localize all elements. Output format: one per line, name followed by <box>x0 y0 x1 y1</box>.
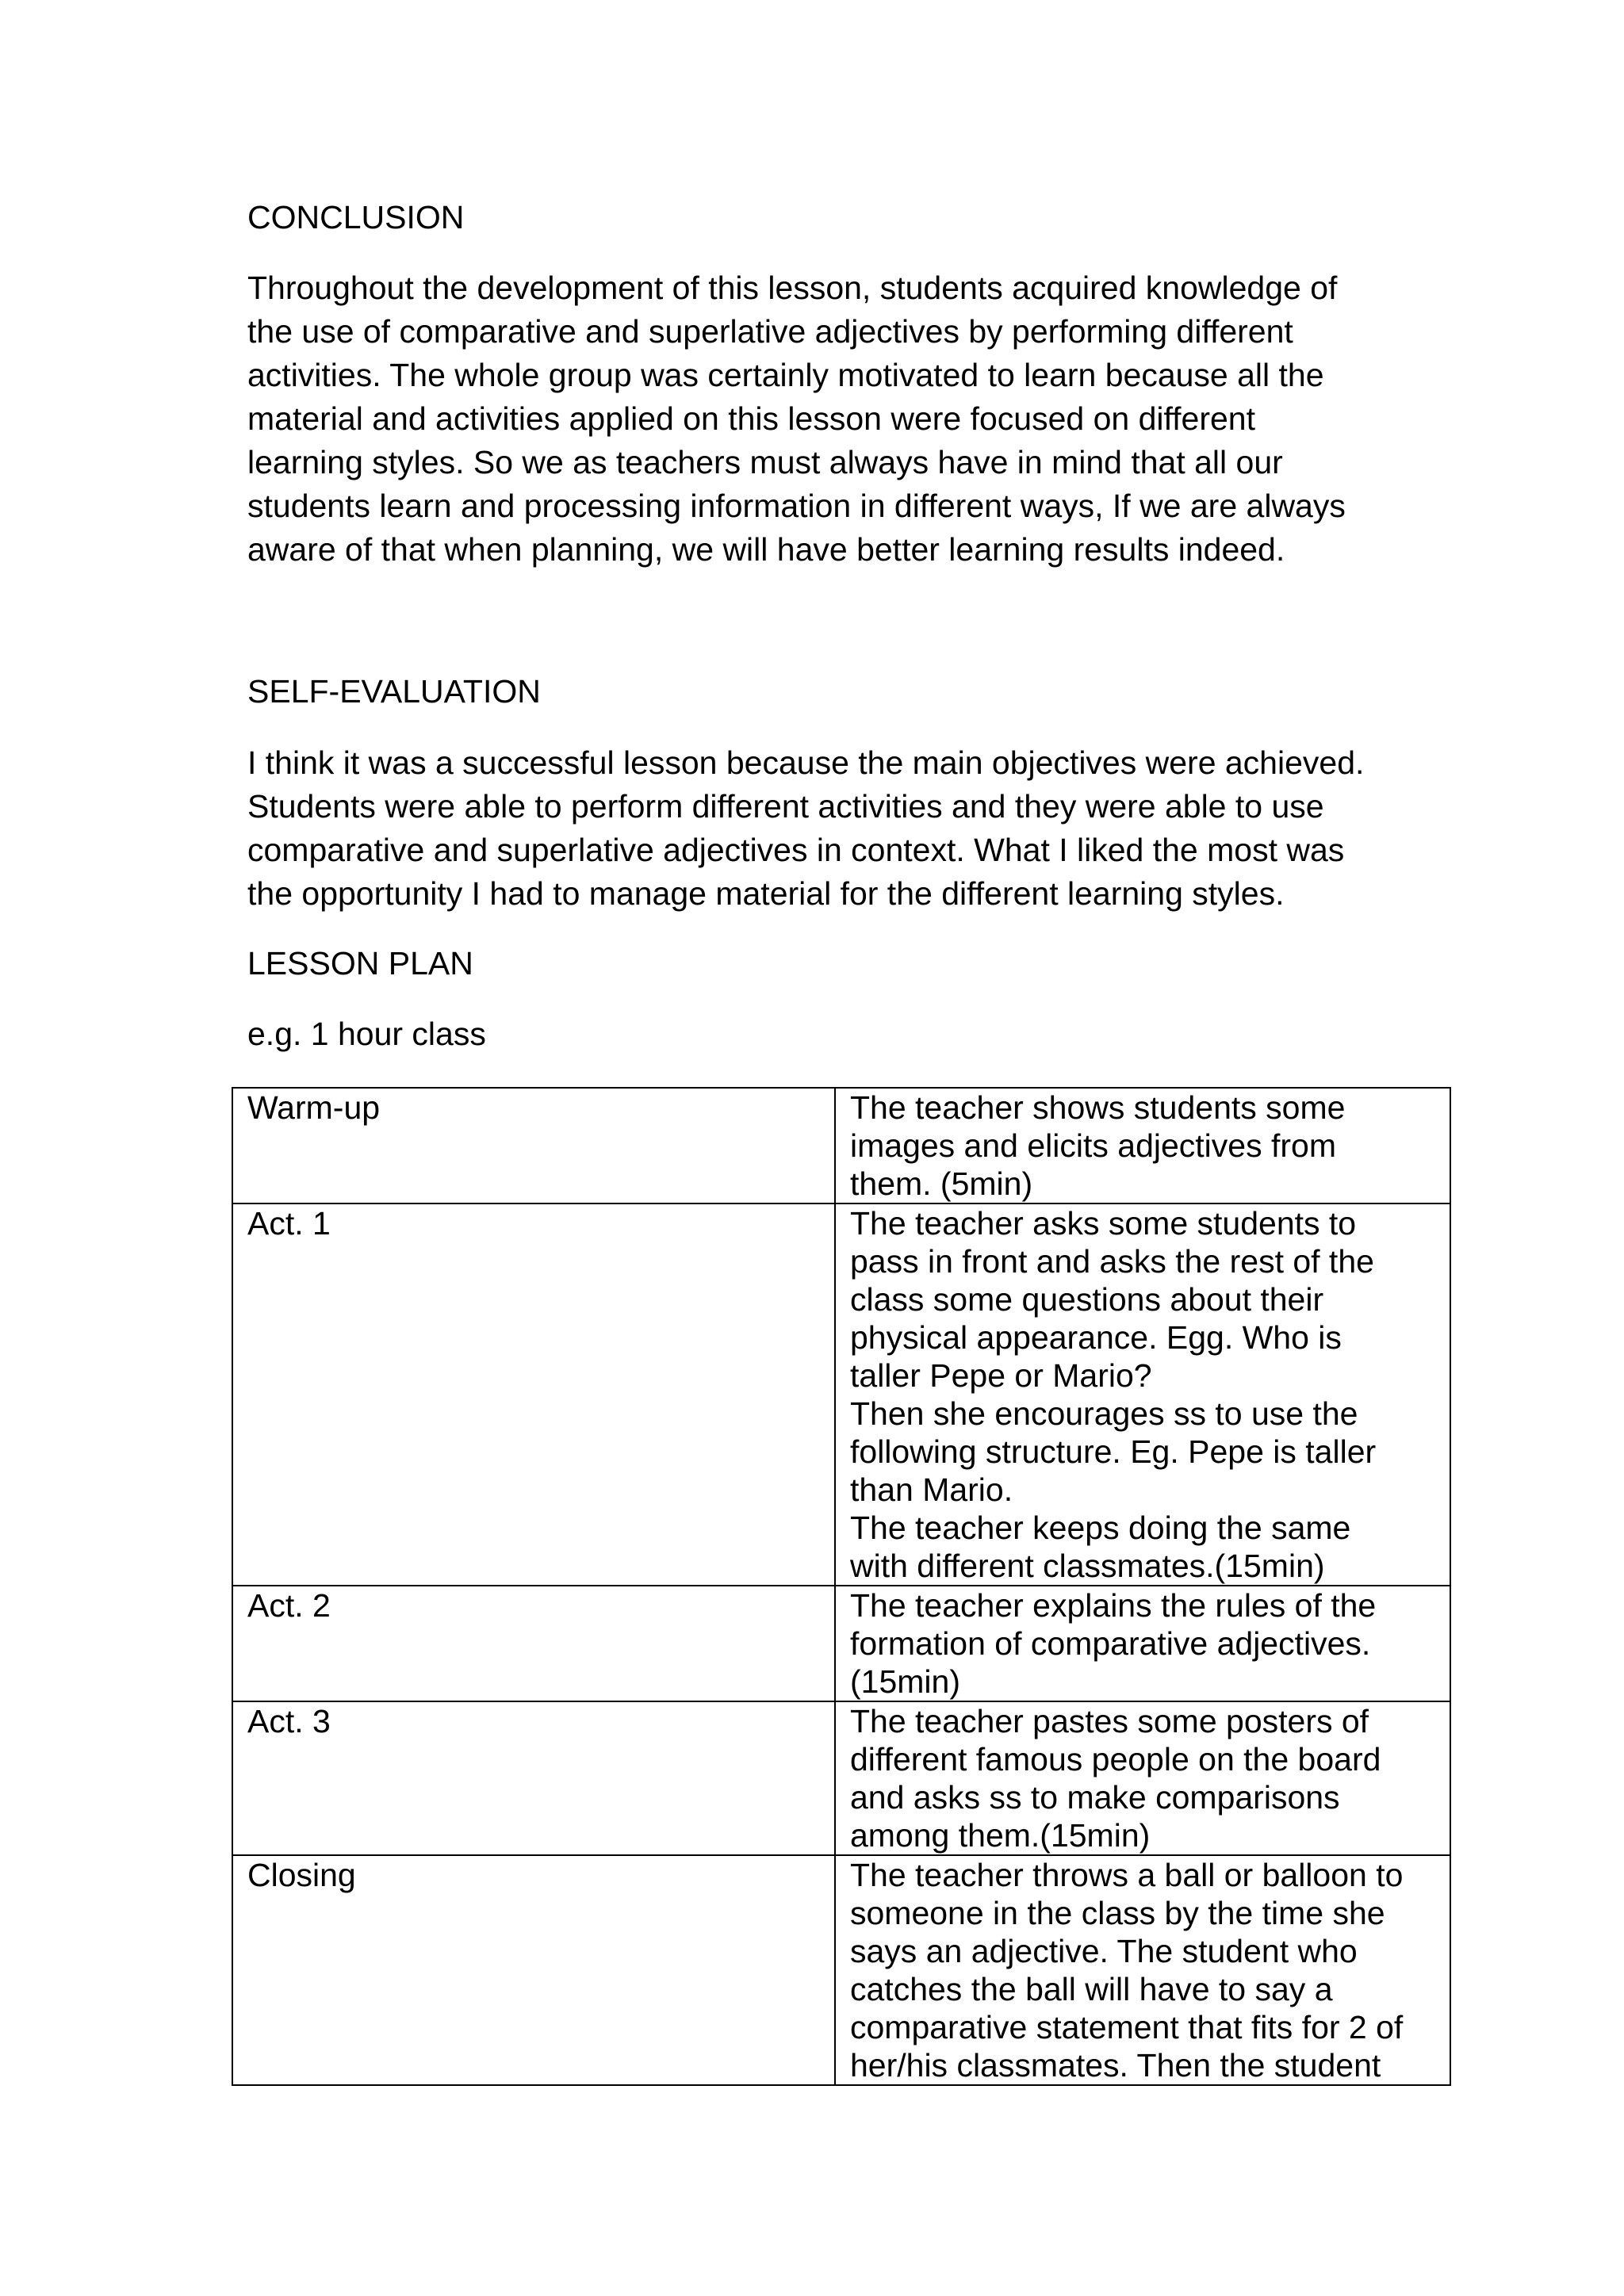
description-line: Then she encourages ss to use the <box>850 1395 1358 1432</box>
description-cell <box>835 1088 1450 1203</box>
description-line: The teacher explains the rules of the <box>850 1587 1377 1624</box>
description-line: The teacher throws a ball or balloon to <box>850 1857 1404 1893</box>
conclusion-line: the use of comparative and superlative adjectives by performing different <box>247 313 1293 350</box>
lesson-plan-duration: e.g. 1 hour class <box>247 1016 486 1052</box>
table-row <box>232 1701 1450 1855</box>
description-line: images and elicits adjectives from <box>850 1127 1336 1164</box>
description-line: physical appearance. Egg. Who is <box>850 1319 1342 1356</box>
stage-label: Act. 3 <box>247 1703 331 1739</box>
self-evaluation-line: the opportunity I had to manage material for the different learning styles. <box>247 875 1285 912</box>
description-line: class some questions about their <box>850 1281 1324 1318</box>
description-cell <box>835 1855 1450 2085</box>
description-line: them. (5min) <box>850 1165 1033 1202</box>
conclusion-paragraph <box>247 266 1453 572</box>
description-line: The teacher asks some students to <box>850 1205 1357 1242</box>
conclusion-line: aware of that when planning, we will have better learning results indeed. <box>247 531 1285 568</box>
conclusion-heading: CONCLUSION <box>247 199 465 235</box>
description-line: catches the ball will have to say a <box>850 1971 1333 2007</box>
description-line: among them.(15min) <box>850 1817 1151 1854</box>
conclusion-line: learning styles. So we as teachers must always have in mind that all our <box>247 444 1283 480</box>
table-row <box>232 1855 1450 2085</box>
description-line: following structure. Eg. Pepe is taller <box>850 1433 1377 1470</box>
stage-label: Act. 2 <box>247 1587 331 1624</box>
conclusion-line: students learn and processing information in different ways, If we are always <box>247 488 1346 524</box>
description-line: and asks ss to make comparisons <box>850 1779 1340 1816</box>
self-evaluation-heading: SELF-EVALUATION <box>247 673 541 710</box>
stage-label: Warm-up <box>247 1089 381 1126</box>
description-cell <box>835 1701 1450 1855</box>
description-line: comparative statement that fits for 2 of <box>850 2009 1404 2045</box>
conclusion-line: Throughout the development of this lesson, students acquired knowledge of <box>247 270 1338 306</box>
description-line: (15min) <box>850 1663 960 1700</box>
description-line: than Mario. <box>850 1471 1013 1508</box>
stage-cell <box>232 1203 835 1586</box>
self-evaluation-line: I think it was a successful lesson because the main objectives were achieved. <box>247 744 1365 781</box>
stage-cell <box>232 1701 835 1855</box>
stage-label: Closing <box>247 1857 356 1893</box>
description-cell <box>835 1586 1450 1701</box>
description-line: her/his classmates. Then the student <box>850 2047 1381 2084</box>
conclusion-line: activities. The whole group was certainly motivated to learn because all the <box>247 357 1324 393</box>
self-evaluation-paragraph <box>247 741 1453 916</box>
stage-cell <box>232 1586 835 1701</box>
stage-cell <box>232 1088 835 1203</box>
conclusion-line: material and activities applied on this lesson were focused on different <box>247 400 1255 437</box>
table-row <box>232 1203 1450 1586</box>
description-line: pass in front and asks the rest of the <box>850 1243 1374 1280</box>
description-line: The teacher keeps doing the same <box>850 1510 1351 1546</box>
description-line: The teacher shows students some <box>850 1089 1346 1126</box>
description-cell <box>835 1203 1450 1586</box>
table-row <box>232 1088 1450 1203</box>
description-line: The teacher pastes some posters of <box>850 1703 1369 1739</box>
description-line: taller Pepe or Mario? <box>850 1357 1152 1394</box>
description-line: formation of comparative adjectives. <box>850 1625 1371 1662</box>
self-evaluation-line: comparative and superlative adjectives in context. What I liked the most was <box>247 832 1345 868</box>
stage-cell <box>232 1855 835 2085</box>
table-row <box>232 1586 1450 1701</box>
description-line: someone in the class by the time she <box>850 1895 1385 1931</box>
lesson-plan-table <box>232 1087 1451 2086</box>
description-line: different famous people on the board <box>850 1741 1381 1777</box>
lesson-plan-heading: LESSON PLAN <box>247 945 473 982</box>
stage-label: Act. 1 <box>247 1205 331 1242</box>
self-evaluation-line: Students were able to perform different activities and they were able to use <box>247 788 1324 825</box>
description-line: with different classmates.(15min) <box>850 1548 1325 1584</box>
description-line: says an adjective. The student who <box>850 1933 1358 1969</box>
